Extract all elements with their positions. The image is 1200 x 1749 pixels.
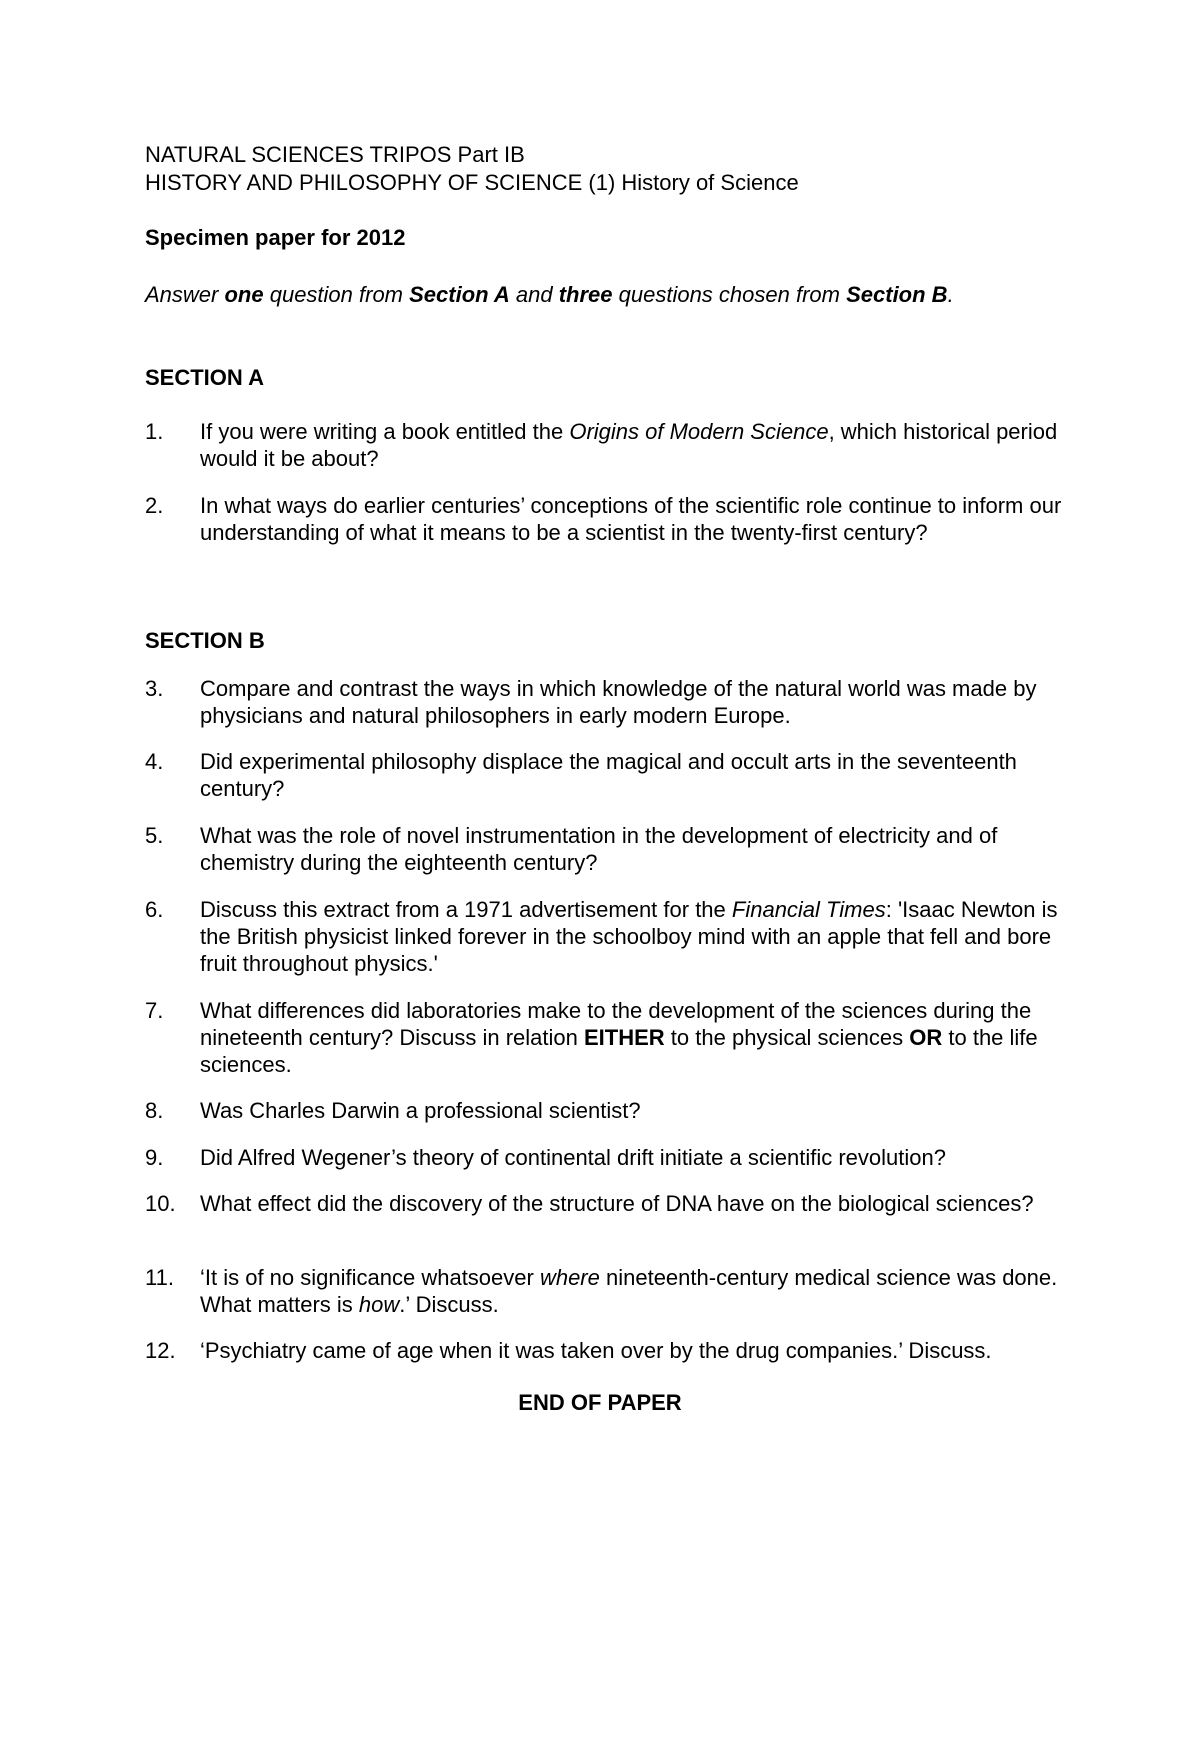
question-text-part: ‘It is of no significance whatsoever (200, 1265, 540, 1290)
emphasis-either: EITHER (584, 1025, 665, 1050)
emphasis-how: how (358, 1292, 400, 1317)
question-text: Did experimental philosophy displace the magical and occult arts in the seventeenth century? (200, 749, 1017, 801)
emphasis-or: OR (909, 1025, 943, 1050)
question-number: 10. (145, 1191, 176, 1216)
question-number: 7. (145, 998, 164, 1023)
question-text-part: nineteenth-century medical science was done. What matters is (200, 1265, 1058, 1317)
instructions-text: . (947, 282, 954, 307)
instructions-text: questions chosen from (612, 282, 847, 307)
question-text: Compare and contrast the ways in which knowledge of the natural world was made by physicians and natural philosophers in early modern Europe. (200, 676, 1037, 728)
section-b-heading: SECTION B (145, 628, 265, 653)
question-text: Was Charles Darwin a professional scientist? (200, 1098, 641, 1123)
question-text (200, 418, 1080, 472)
paper-subject: HISTORY AND PHILOSOPHY OF SCIENCE (1) History of Science (145, 170, 799, 195)
question-text (200, 997, 1080, 1078)
question-text-part: .’ Discuss. (399, 1292, 499, 1317)
publication-title: Financial Times (731, 897, 886, 922)
question-text: ‘Psychiatry came of age when it was taken over by the drug companies.’ Discuss. (200, 1338, 992, 1363)
question-text: In what ways do earlier centuries’ conceptions of the scientific role continue to inform our understanding of what it means to be a scientist in the twenty-first century? (200, 493, 1062, 545)
question-number: 12. (145, 1338, 176, 1363)
question-number: 1. (145, 419, 164, 444)
instructions (145, 281, 954, 309)
specimen-heading: Specimen paper for 2012 (145, 225, 406, 250)
instructions-emphasis: Section A (409, 282, 510, 307)
question-number: 11. (145, 1265, 174, 1290)
instructions-emphasis: three (558, 282, 613, 307)
question-text: What was the role of novel instrumentation in the development of electricity and of chemistry during the eighteenth century? (200, 823, 998, 875)
question-text-part: What differences did laboratories make to the development of the sciences during the nineteenth century? Discuss in relation (200, 998, 1032, 1050)
question-text-part: , which historical period would it be about? (200, 419, 1058, 471)
question-text-part: to the physical sciences (664, 1025, 910, 1050)
question-number: 2. (145, 493, 164, 518)
question-number: 3. (145, 676, 164, 701)
end-of-paper: END OF PAPER (518, 1390, 682, 1415)
question-text (200, 896, 1080, 977)
question-number: 5. (145, 823, 164, 848)
instructions-emphasis: one (224, 282, 264, 307)
question-text-part: to the life sciences. (200, 1025, 1038, 1077)
question-text: What effect did the discovery of the structure of DNA have on the biological sciences? (200, 1191, 1034, 1216)
question-text: Did Alfred Wegener’s theory of continental drift initiate a scientific revolution? (200, 1145, 946, 1170)
question-text-part: If you were writing a book entitled the (200, 419, 570, 444)
question-number: 4. (145, 749, 164, 774)
question-text-part: : 'Isaac Newton is the British physicist linked forever in the schoolboy mind with an apple that fell and bore fruit throughout physics.' (200, 897, 1058, 976)
instructions-text: and (509, 282, 559, 307)
question-text-part: Discuss this extract from a 1971 advertisement for the (200, 897, 732, 922)
question-number: 8. (145, 1098, 164, 1123)
instructions-emphasis: Section B (846, 282, 948, 307)
section-a-heading: SECTION A (145, 365, 264, 390)
question-text (200, 1264, 1080, 1318)
emphasis-where: where (539, 1265, 600, 1290)
instructions-text: Answer (145, 282, 225, 307)
book-title: Origins of Modern Science (569, 419, 829, 444)
question-number: 6. (145, 897, 164, 922)
tripos-title: NATURAL SCIENCES TRIPOS Part IB (145, 142, 525, 167)
question-number: 9. (145, 1145, 164, 1170)
instructions-text: question from (263, 282, 410, 307)
